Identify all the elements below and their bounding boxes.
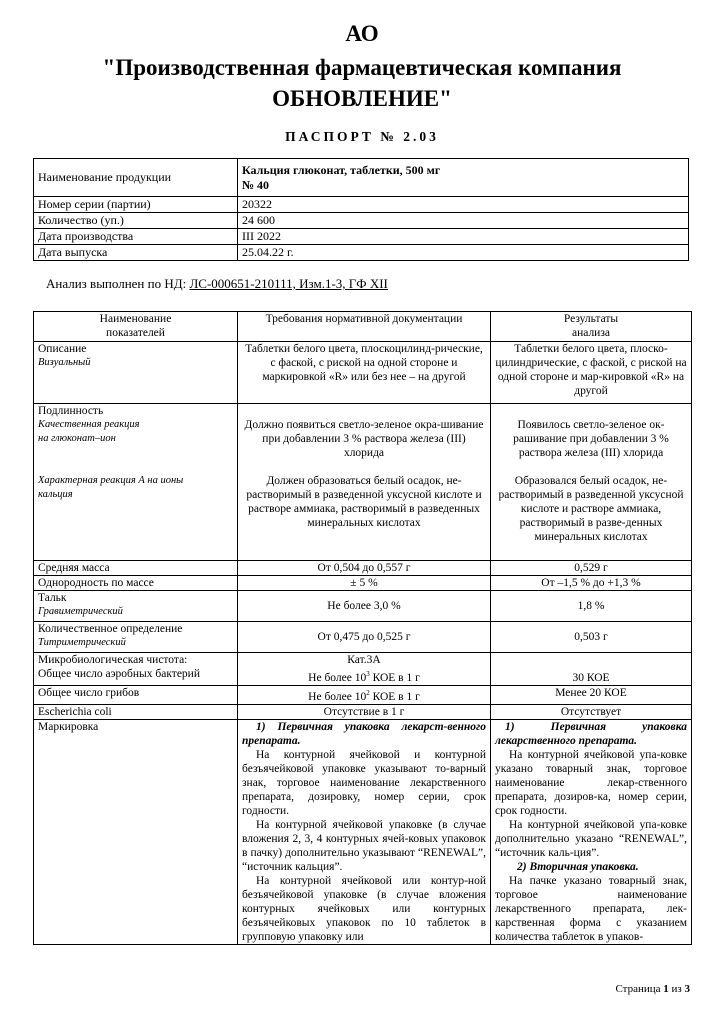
passport-title: ПАСПОРТ № 2.03 [285,129,439,144]
row-fungi-res: Менее 20 КОЕ [491,685,692,704]
row-fungi-req: Не более $10^2$ КОЕ в 1 г [238,685,491,704]
row-assay-req: От 0,475 до 0,525 г [238,622,491,653]
row-assay-name: Количественное определение Титриметрический [34,622,238,653]
col-header-name: Наименование показателей [34,312,238,342]
col-header-requirements: Требования нормативной документации [238,312,491,342]
company-name-line1: "Производственная фармацевтическая компания [102,55,622,80]
row-description-name: Описание Визуальный [34,342,238,404]
row-micro-name: Микробиологическая чистота: Общее число аэробных бактерий [34,653,238,686]
row-authenticity-res: Появилось светло-зеленое ок-рашивание при добавлении 3 % раствора железа (III) хлорида Образовался белый осадок, не-растворимый в разведенной уксусной кислоте и растворе аммиака, растворимый в разве-денных минеральных кислотах [491,404,692,561]
row-talc-name: Тальк Гравиметрический [34,591,238,622]
row-assay-res: 0,503 г [491,622,692,653]
qty-value: 24 600 [238,213,689,229]
row-talc-req: Не более 3,0 % [238,591,491,622]
row-description-req: Таблетки белого цвета, плоскоцилинд-рические, с фаской, с риской на одной стороне и маркировкой «R» или без нее – на другой [238,342,491,404]
product-name-label: Наименование продукции [34,159,238,197]
series-label: Номер серии (партии) [34,197,238,213]
analysis-table [33,311,692,945]
row-mass-name: Средняя масса [34,561,238,576]
product-info-table [33,158,689,261]
row-talc-res: 1,8 % [491,591,692,622]
company-name-line2: ОБНОВЛЕНИЕ" [272,86,452,111]
series-value: 20322 [238,197,689,213]
qty-label: Количество (уп.) [34,213,238,229]
release-date-value: 25.04.22 г. [238,245,689,261]
row-micro-res: 30 КОЕ [491,653,692,686]
row-ecoli-name: Escherichia coli [34,704,238,719]
col-header-results: Результаты анализа [491,312,692,342]
company-form: АО [345,21,379,46]
row-description-res: Таблетки белого цвета, плоско-цилиндрические, с фаской, с риской на одной стороне и мар-кировкой «R» на другой [491,342,692,404]
row-marking-req: 1) Первичная упаковка лекарст-венного препарата. На контурной ячейковой и контурной безъячейковой упаковке указывают то-варный знак, торговое наименование лекарственного препарата, дозировку, номер серии, срок годности. На контурной ячейковой упаковке (в случае вложения 2, 3, 4 контурных ячей-ковых упаковок в пачку) дополнительно указывают “RENEWAL”, “источник кальция”. На контурной ячейковой или контур-ной безъячейковой упаковке (в случае вложения контурных ячейковых или контурных безъячейковых упаковок по 10 таблеток в групповую упаковку или [238,719,491,944]
row-uniformity-req: ± 5 % [238,576,491,591]
product-name-value: Кальция глюконат, таблетки, 500 мг № 40 [238,159,689,197]
row-mass-req: От 0,504 до 0,557 г [238,561,491,576]
row-ecoli-res: Отсутствует [491,704,692,719]
row-uniformity-res: От –1,5 % до +1,3 % [491,576,692,591]
release-date-label: Дата выпуска [34,245,238,261]
row-fungi-name: Общее число грибов [34,685,238,704]
row-micro-req: Кат.3А Не более $10^3$ КОЕ в 1 г [238,653,491,686]
row-authenticity-req: Должно появиться светло-зеленое окра-шивание при добавлении 3 % раствора железа (III) хлорида Должен образоваться белый осадок, не-растворимый в разведенной уксусной кислоте и растворе аммиака, растворимый в разведенных минеральных кислотах [238,404,491,561]
row-mass-res: 0,529 г [491,561,692,576]
row-marking-res: 1) Первичная упаковка лекарственного препарата. На контурной ячейковой упа-ковке указано товарный знак, торговое наименование лекар-ственного препарата, дозиров-ка, номер серии, срок годности. На контурной ячейковой упа-ковке дополнительно указано “RENEWAL”, “источник каль-ция”. 2) Вторичная упаковка. На пачке указано товарный знак, торговое наименование лекарственного препарата, лек-карственная форма с указанием количества таблеток в упаков- [491,719,692,944]
row-ecoli-req: Отсутствие в 1 г [238,704,491,719]
prod-date-label: Дата производства [34,229,238,245]
page-footer: Страница 1 из 3 [615,983,690,995]
row-uniformity-name: Однородность по массе [34,576,238,591]
row-marking-name: Маркировка [34,719,238,944]
prod-date-value: III 2022 [238,229,689,245]
row-authenticity-name: Подлинность Качественная реакция на глюконат–ион Характерная реакция А на ионы кальция [34,404,238,561]
analysis-nd: Анализ выполнен по НД: ЛС-000651-210111, Изм.1-3, ГФ XII [46,276,388,291]
